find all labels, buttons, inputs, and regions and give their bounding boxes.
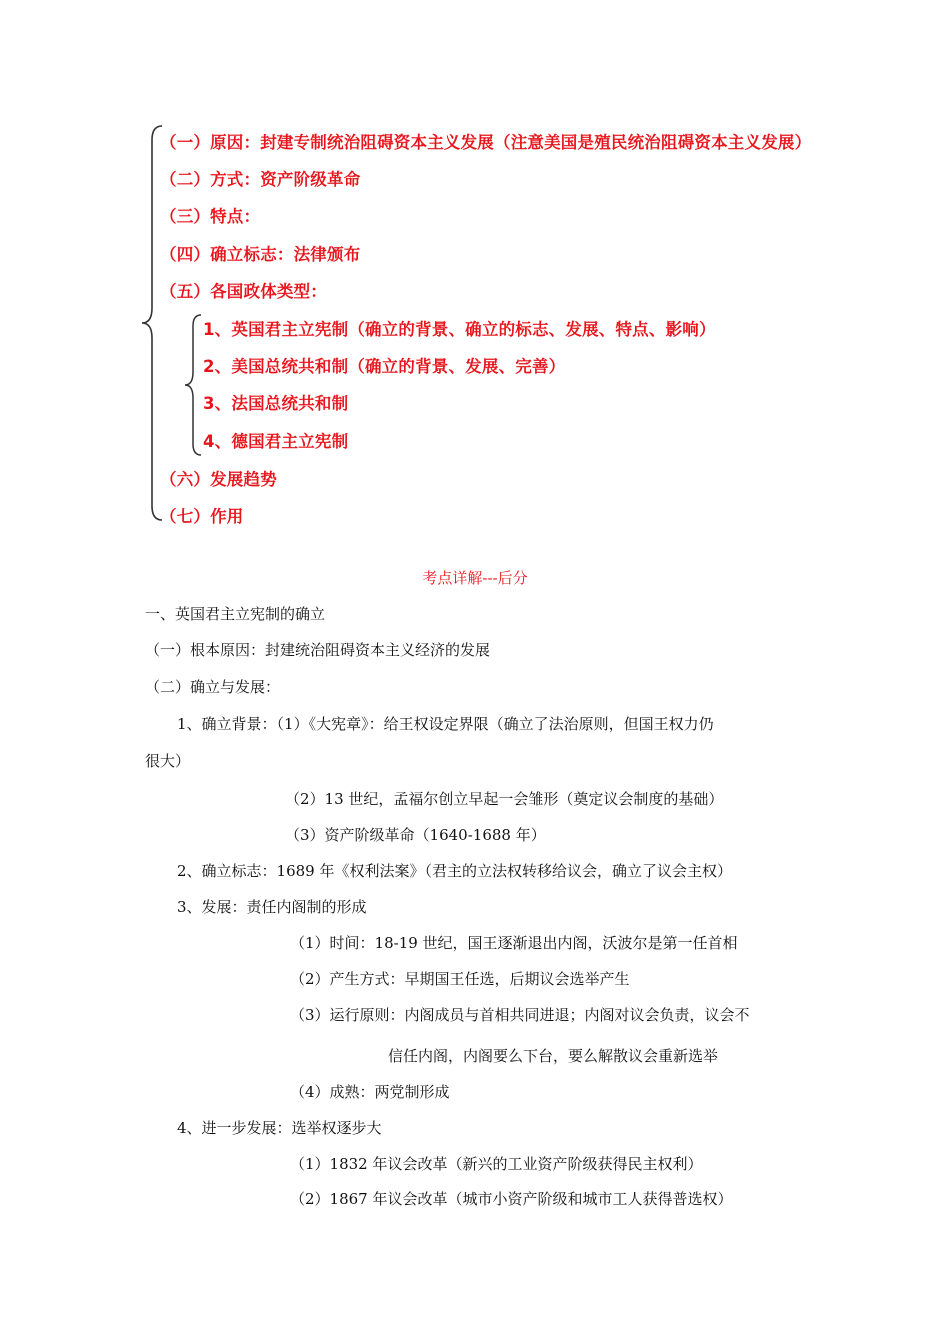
line-16: （1）1832 年议会改革（新兴的工业资产阶级获得民主权利） xyxy=(290,1155,703,1173)
line-2: （一）根本原因：封建统治阻碍资本主义经济的发展 xyxy=(145,641,491,659)
sub-item-britain: 1、英国君主立宪制（确立的背景、确立的标志、发展、特点、影响） xyxy=(203,320,716,339)
line-8: 2、确立标志：1689 年《权利法案》（君主的立法权转移给议会，确立了议会主权） xyxy=(177,862,732,880)
line-11: （2）产生方式：早期国王任选，后期议会选举产生 xyxy=(290,970,630,988)
line-7: （3）资产阶级革命（1640-1688 年） xyxy=(285,826,546,844)
outline-item-types: （五）各国政体类型： xyxy=(160,282,327,301)
line-15: 4、进一步发展：选举权逐步大 xyxy=(177,1119,382,1137)
line-12: （3）运行原则：内阁成员与首相共同进退；内阁对议会负责，议会不 xyxy=(290,1006,750,1024)
outline-item-cause: （一）原因：封建专制统治阻碍资本主义发展（注意美国是殖民统治阻碍资本主义发展） xyxy=(160,133,812,152)
outline-item-method: （二）方式：资产阶级革命 xyxy=(160,170,361,189)
outline-item-sign: （四）确立标志：法律颁布 xyxy=(160,245,361,264)
line-9: 3、发展：责任内阁制的形成 xyxy=(177,898,367,916)
line-10: （1）时间：18-19 世纪，国王逐渐退出内阁，沃波尔是第一任首相 xyxy=(290,934,738,952)
outline-item-role: （七）作用 xyxy=(160,507,244,526)
outline-item-features: （三）特点： xyxy=(160,207,261,226)
knowledge-outline xyxy=(0,0,950,560)
line-6: （2）13 世纪，孟福尔创立早起一会雏形（奠定议会制度的基础） xyxy=(285,790,724,808)
line-17: （2）1867 年议会改革（城市小资产阶级和城市工人获得普选权） xyxy=(290,1190,733,1208)
sub-item-usa: 2、美国总统共和制（确立的背景、发展、完善） xyxy=(203,357,566,376)
sub-item-germany: 4、德国君主立宪制 xyxy=(203,432,349,451)
line-14: （4）成熟：两党制形成 xyxy=(290,1083,450,1101)
line-4: 1、确立背景：（1）《大宪章》：给王权设定界限（确立了法治原则，但国王权力仍 xyxy=(177,715,714,733)
line-5: 很大） xyxy=(145,752,191,770)
line-3: （二）确立与发展： xyxy=(145,678,281,696)
sub-item-france: 3、法国总统共和制 xyxy=(203,394,349,413)
line-13: 信任内阁，内阁要么下台，要么解散议会重新选举 xyxy=(388,1047,719,1065)
section-heading: 考点详解---后分 xyxy=(422,569,528,587)
line-1: 一、英国君主立宪制的确立 xyxy=(145,605,326,623)
outline-item-trend: （六）发展趋势 xyxy=(160,470,277,489)
